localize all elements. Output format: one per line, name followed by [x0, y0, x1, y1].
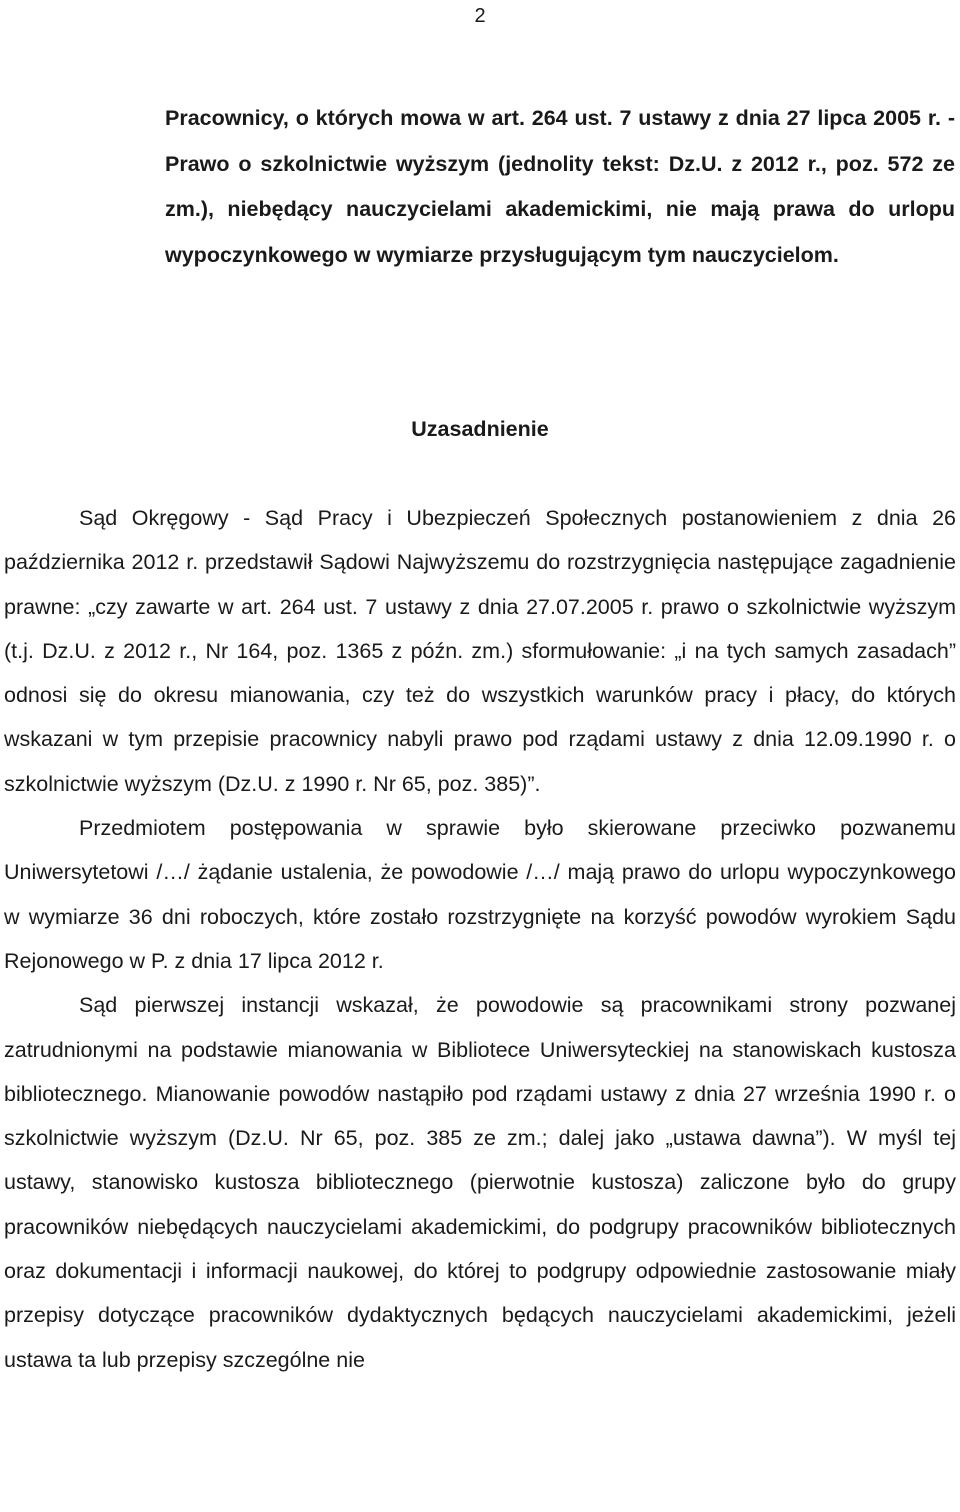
justification-paragraph-1: Sąd Okręgowy - Sąd Pracy i Ubezpieczeń Społecznych postanowieniem z dnia 26 października 2012 r. przedstawił Sądowi Najwyższemu do rozstrzygnięcia następujące zagadnienie prawne: „czy zawarte w art. 264 ust. 7 ustawy z dnia 27.07.2005 r. prawo o szkolnictwie wyższym (t.j. Dz.U. z 2012 r., Nr 164, poz. 1365 z późn. zm.) sformułowanie: „i na tych samych zasadach” odnosi się do okresu mianowania, czy też do wszystkich warunków pracy i płacy, do których wskazani w tym przepisie pracownicy nabyli prawo pod rządami ustawy z dnia 12.09.1990 r. o szkolnictwie wyższym (Dz.U. z 1990 r. Nr 65, poz. 385)”.	[4, 506, 956, 796]
page-number: 2	[474, 5, 486, 27]
justification-paragraph-3: Sąd pierwszej instancji wskazał, że powodowie są pracownikami strony pozwanej zatrudnionymi na podstawie mianowania w Bibliotece Uniwersyteckiej na stanowiskach kustosza bibliotecznego. Mianowanie powodów nastąpiło pod rządami ustawy z dnia 27 września 1990 r. o szkolnictwie wyższym (Dz.U. Nr 65, poz. 385 ze zm.; dalej jako „ustawa dawna”). W myśl tej ustawy, stanowisko kustosza bibliotecznego (pierwotnie kustosza) zaliczone było do grupy pracowników niebędących nauczycielami akademickimi, do podgrupy pracowników bibliotecznych oraz dokumentacji i informacji naukowej, do której to podgrupy odpowiednie zastosowanie miały przepisy dotyczące pracowników dydaktycznych będących nauczycielami akademickimi, jeżeli ustawa ta lub przepisy szczególne nie	[4, 993, 956, 1372]
section-heading: Uzasadnienie	[411, 417, 549, 441]
operative-thesis: Pracownicy, o których mowa w art. 264 ust. 7 ustawy z dnia 27 lipca 2005 r. - Prawo o szkolnictwie wyższym (jednolity tekst: Dz.U. z 2012 r., poz. 572 ze zm.), niebędący nauczycielami akademickimi, nie mają prawa do urlopu wypoczynkowego w wymiarze przysługującym tym nauczycielom.	[165, 106, 955, 267]
justification-paragraph-2: Przedmiotem postępowania w sprawie było skierowane przeciwko pozwanemu Uniwersytetowi /…/ żądanie ustalenia, że powodowie /…/ mają prawo do urlopu wypoczynkowego w wymiarze 36 dni roboczych, które zostało rozstrzygnięte na korzyść powodów wyrokiem Sądu Rejonowego w P. z dnia 17 lipca 2012 r.	[4, 816, 956, 973]
justification-body	[4, 496, 956, 1382]
